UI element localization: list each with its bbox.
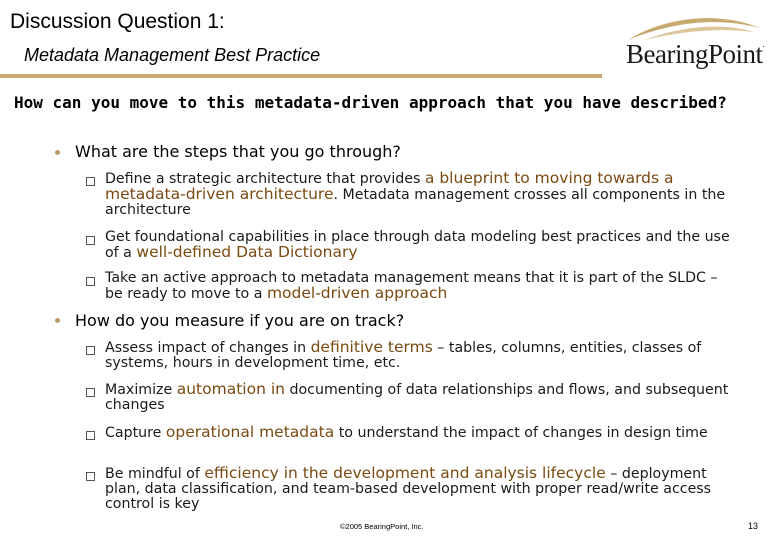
- section-bullet: [55, 318, 60, 323]
- checkbox-bullet: [86, 177, 95, 186]
- checkbox-bullet: [86, 472, 95, 481]
- logo-swoosh-icon: [622, 12, 770, 42]
- slide-subtitle: Metadata Management Best Practice: [24, 45, 321, 65]
- checkbox-bullet: [86, 277, 95, 286]
- checkbox-bullet: [86, 431, 95, 440]
- list-item: Take an active approach to metadata management means that it is part of the SLDC – be ready to move to a model-driven approach: [105, 270, 718, 302]
- checkbox-bullet: [86, 236, 95, 245]
- section-heading-steps: What are the steps that you go through?: [75, 142, 401, 161]
- checkbox-bullet: [86, 388, 95, 397]
- list-item: Capture operational metadata to understand the impact of changes in design time: [105, 423, 708, 441]
- list-item: Be mindful of efficiency in the development and analysis lifecycle – deployment plan, data classification, and team-based development with proper read/write access control is key: [105, 464, 712, 512]
- checkbox-bullet: [86, 346, 95, 355]
- discussion-question: How can you move to this metadata-driven approach that you have described?: [14, 93, 727, 112]
- page-number: 13: [748, 521, 759, 531]
- list-item: Get foundational capabilities in place through data modeling best practices and the use of a well-defined Data Dictionary: [105, 229, 730, 261]
- list-item: Define a strategic architecture that provides a blueprint to moving towards a metadata-driven architecture. Metadata management crosses all components in the architecture: [105, 169, 726, 218]
- slide-title: Discussion Question 1:: [10, 10, 225, 33]
- list-item: Maximize automation in documenting of data relationships and flows, and subsequent changes: [105, 380, 729, 413]
- title-divider: [0, 74, 602, 78]
- bearingpoint-logo: [622, 12, 770, 70]
- list-item: Assess impact of changes in definitive terms – tables, columns, entities, classes of systems, hours in development time, etc.: [105, 338, 702, 371]
- section-heading-measure: How do you measure if you are on track?: [75, 311, 405, 330]
- logo-wordmark: BearingPoint.: [626, 39, 765, 69]
- section-bullet: [55, 150, 60, 155]
- footer-copyright: ©2005 BearingPoint, Inc.: [340, 522, 424, 531]
